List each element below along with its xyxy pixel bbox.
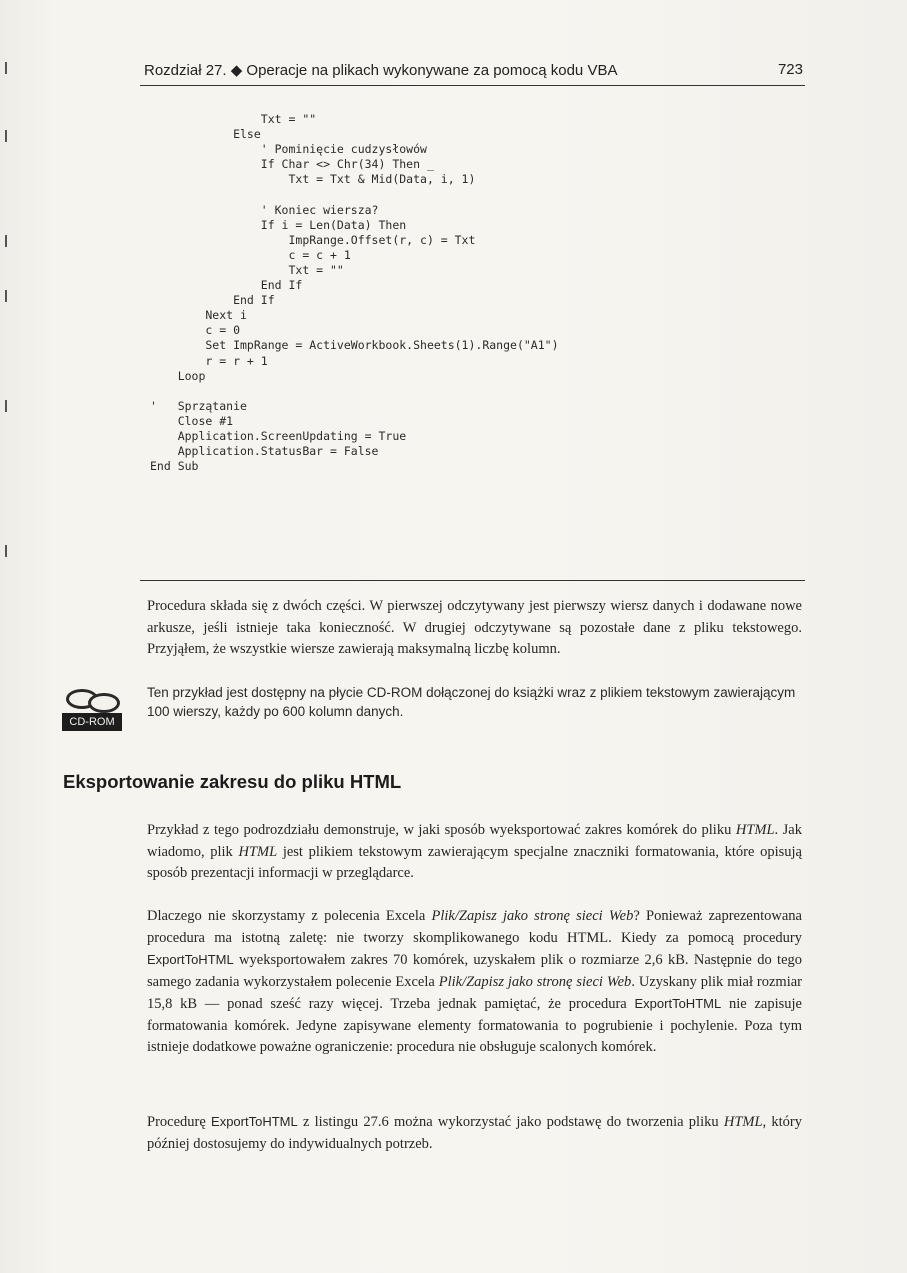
code-listing [150, 112, 800, 474]
text-run: . Jak wiadomo, plik [147, 822, 802, 860]
code-line [150, 384, 800, 399]
text-run: jest plikiem tekstowym zawierającym specjalne znaczniki formatowania, które opisują sposób prezentacji informacji w przeglądarce. [147, 843, 802, 881]
code-line: Txt = "" [150, 112, 317, 126]
code-line: Txt = "" [150, 262, 344, 277]
code-line: c = c + 1 [150, 247, 351, 262]
disc-icon [88, 693, 120, 713]
text-run: z listingu 27.6 można wykorzystać jako podstawę do tworzenia pliku [297, 1114, 724, 1130]
italic-run: HTML [723, 1114, 763, 1130]
code-line: If Char <> Chr(34) Then _ [150, 157, 434, 172]
code-line: Else [150, 127, 261, 142]
margin-marks [5, 0, 9, 1273]
italic-run: HTML [735, 822, 775, 838]
code-line: c = 0 [150, 323, 241, 338]
italic-run: Plik/Zapisz jako stronę sieci Web [438, 973, 632, 990]
margin-mark [5, 235, 7, 247]
italic-run: Plik/Zapisz jako stronę sieci Web [431, 908, 634, 924]
running-header [140, 55, 805, 86]
italic-run: HTML [238, 843, 278, 860]
cd-rom-label: CD-ROM [62, 713, 122, 731]
code-line: ' Koniec wiersza? [150, 202, 379, 217]
code-line: End If [150, 293, 275, 308]
cd-rom-note: Ten przykład jest dostępny na płycie CD-ROM dołączonej do książki wraz z plikiem tekstowym zawierającym 100 wierszy, każdy po 600 kolumn danych. [147, 685, 796, 719]
code-line: r = r + 1 [150, 353, 268, 368]
code-line: Txt = Txt & Mid(Data, i, 1) [150, 172, 476, 187]
code-line: If i = Len(Data) Then [150, 217, 407, 232]
code-line: Loop [150, 368, 206, 383]
text-run: , który później dostosujemy do indywidualnych potrzeb. [147, 1114, 803, 1152]
text-run: wyeksportowałem zakres 70 komórek, uzyskałem plik o rozmiarze 2,6 kB. Następnie do tego samego zadania wykorzystałem polecenie Excela [147, 952, 802, 990]
body-paragraph-2 [147, 820, 802, 885]
text-run: Przykład z tego podrozdziału demonstruje, w jaki sposób wyeksportować zakres komórek do pliku [147, 822, 736, 838]
text-run: ? Ponieważ zaprezentowana procedura ma istotną zaletę: nie tworzy skomplikowanego kodu HTML. Kiedy za pomocą procedury [147, 908, 802, 946]
code-line: Next i [150, 308, 247, 323]
chapter-title: Rozdział 27. ◆ Operacje na plikach wykonywane za pomocą kodu VBA [144, 62, 618, 79]
cd-rom-icon [62, 683, 122, 733]
text-run: nie zapisuje formatowania komórek. Jedyne zapisywane elementy formatowania to pogrubienie i pochylenie. Poza tym istnieje dodatkowe poważne ograniczenie: procedura nie obsługuje scalonych komórek. [147, 996, 802, 1055]
text-run: Dlaczego nie skorzystamy z polecenia Excela [147, 908, 432, 924]
code-line: End If [150, 278, 303, 293]
code-line: ' Sprzątanie [150, 398, 247, 413]
body-paragraph-1: Procedura składa się z dwóch części. W pierwszej odczytywany jest pierwszy wiersz danych i dodawane nowe arkusze, jeśli istnieje taka konieczność. W drugiej odczytywane są pozostałe dane z pliku tekstowego. Przyjąłem, że wszystkie wiersze zawierają maksymalną liczbę kolumn. [147, 598, 802, 657]
code-line: Set ImpRange = ActiveWorkbook.Sheets(1).Range("A1") [150, 338, 559, 353]
code-line: End Sub [150, 459, 199, 474]
body-paragraph-3 [147, 906, 802, 1059]
code-end-rule [140, 580, 805, 581]
margin-mark [5, 62, 7, 74]
code-run: ExportToHTML [147, 952, 234, 967]
code-line: Application.ScreenUpdating = True [150, 428, 407, 443]
code-run: ExportToHTML [634, 996, 722, 1011]
code-line: ImpRange.Offset(r, c) = Txt [150, 232, 476, 247]
code-run: ExportToHTML [211, 1114, 298, 1129]
margin-mark [5, 400, 7, 412]
margin-mark [5, 545, 7, 557]
code-line: ' Pominięcie cudzysłowów [150, 142, 427, 157]
margin-mark [5, 290, 7, 302]
body-paragraph-4 [147, 1111, 802, 1155]
section-heading: Eksportowanie zakresu do pliku HTML [63, 771, 402, 792]
text-run: . Uzyskany plik miał rozmiar 15,8 kB — ponad sześć razy więcej. Trzeba jednak pamiętać, że procedura [147, 973, 802, 1012]
code-line: Close #1 [150, 413, 234, 428]
code-line [150, 187, 800, 202]
code-line: Application.StatusBar = False [150, 444, 379, 459]
margin-mark [5, 130, 7, 142]
page-number: 723 [777, 61, 803, 78]
text-run: Procedurę [147, 1114, 212, 1130]
